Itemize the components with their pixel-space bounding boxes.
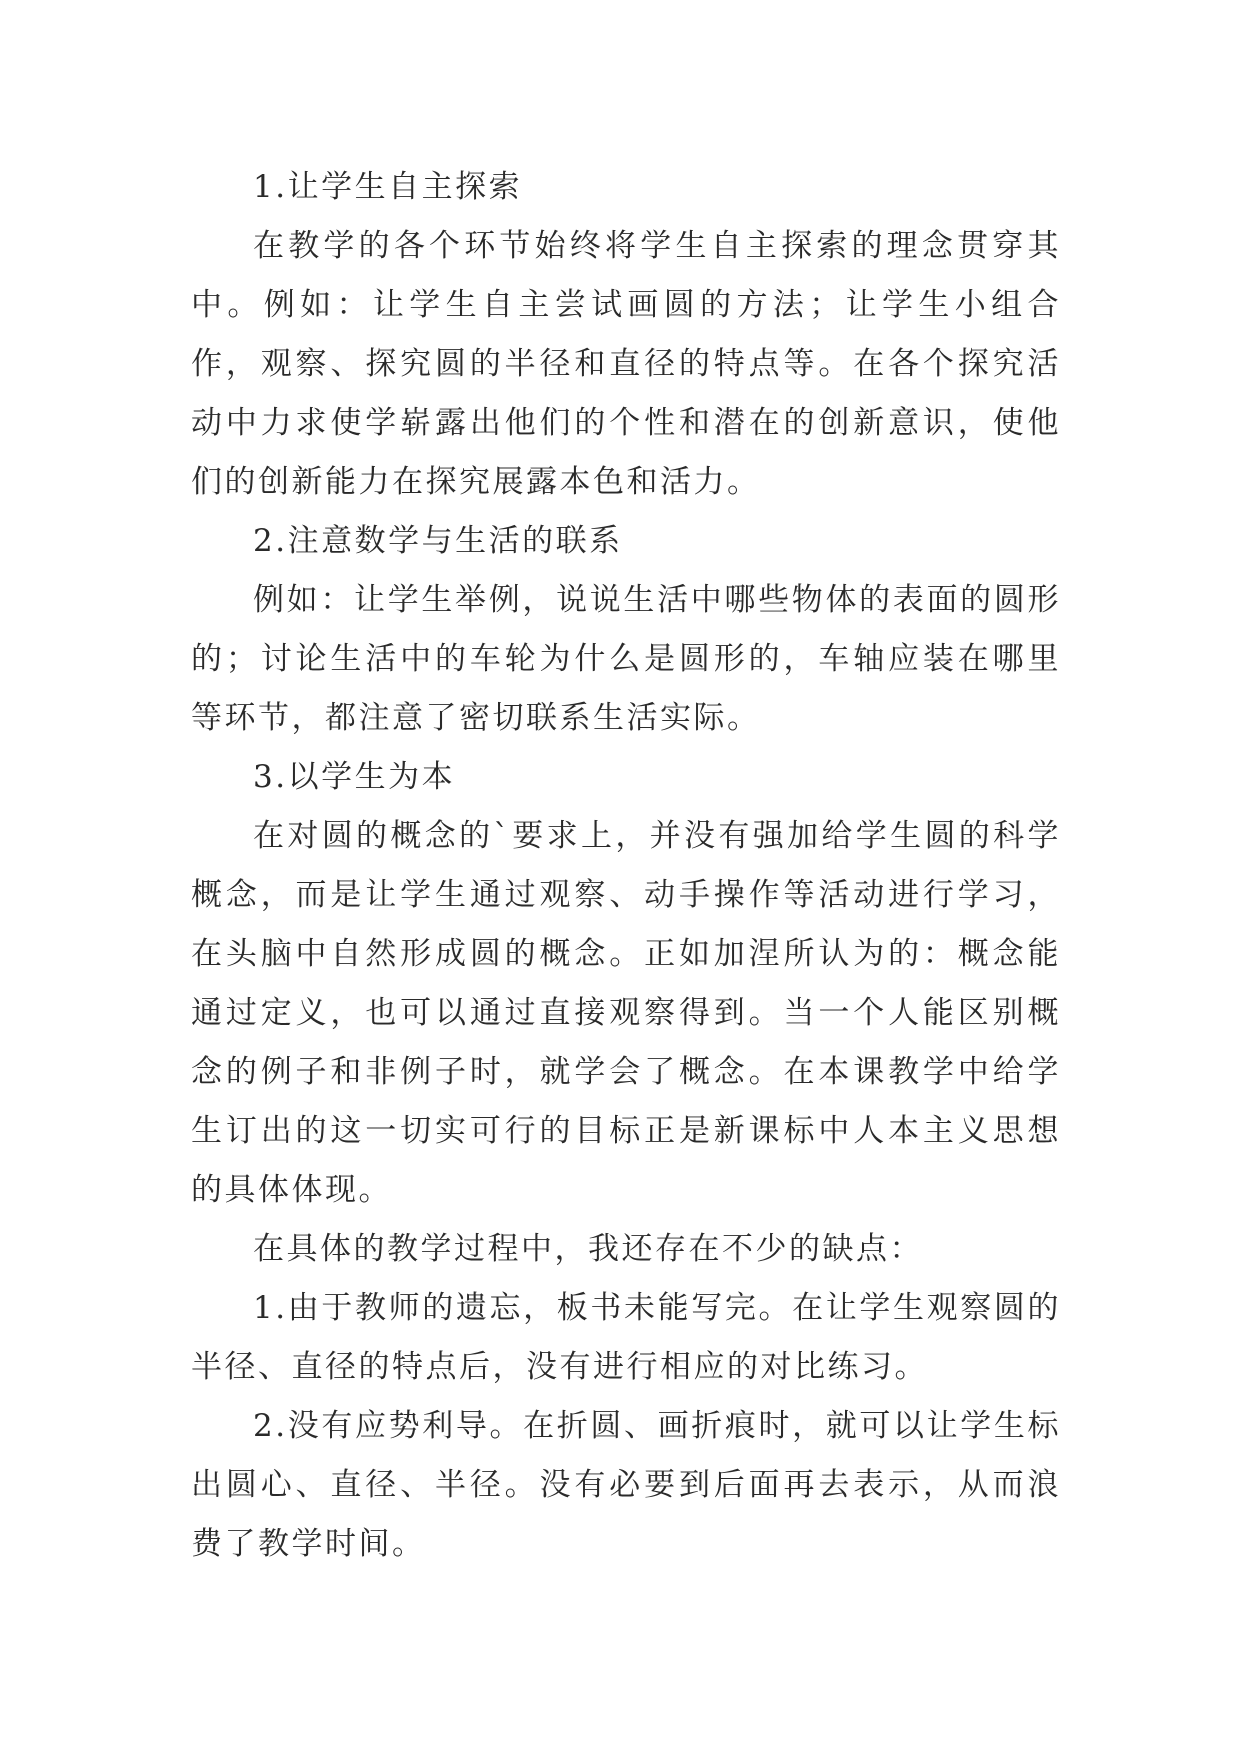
section-paragraph-2: 例如：让学生举例，说说生活中哪些物体的表面的圆形的；讨论生活中的车轮为什么是圆形的，车轴应装在哪里等环节，都注意了密切联系生活实际。 <box>191 582 1061 736</box>
section-heading-1: 1.让学生自主探索 <box>253 169 523 205</box>
shortcoming-item-1: 1.由于教师的遗忘，板书未能写完。在让学生观察圆的半径、直径的特点后，没有进行相应的对比练习。 <box>191 1290 1061 1385</box>
document-body <box>191 158 1061 1574</box>
section-paragraph-3: 在对圆的概念的`要求上，并没有强加给学生圆的科学概念，而是让学生通过观察、动手操作等活动进行学习，在头脑中自然形成圆的概念。正如加涅所认为的：概念能通过定义，也可以通过直接观察得到。当一个人能区别概念的例子和非例子时，就学会了概念。在本课教学中给学生订出的这一切实可行的目标正是新课标中人本主义思想的具体体现。 <box>191 818 1061 1208</box>
section-heading-3: 3.以学生为本 <box>253 759 456 795</box>
section-heading-2: 2.注意数学与生活的联系 <box>253 523 623 559</box>
section-paragraph-1: 在教学的各个环节始终将学生自主探索的理念贯穿其中。例如：让学生自主尝试画圆的方法；让学生小组合作，观察、探究圆的半径和直径的特点等。在各个探究活动中力求使学崭露出他们的个性和潜在的创新意识，使他们的创新能力在探究展露本色和活力。 <box>191 228 1061 500</box>
shortcomings-intro: 在具体的教学过程中，我还存在不少的缺点： <box>253 1231 923 1267</box>
shortcoming-item-2: 2.没有应势利导。在折圆、画折痕时，就可以让学生标出圆心、直径、半径。没有必要到后面再去表示，从而浪费了教学时间。 <box>191 1408 1061 1562</box>
